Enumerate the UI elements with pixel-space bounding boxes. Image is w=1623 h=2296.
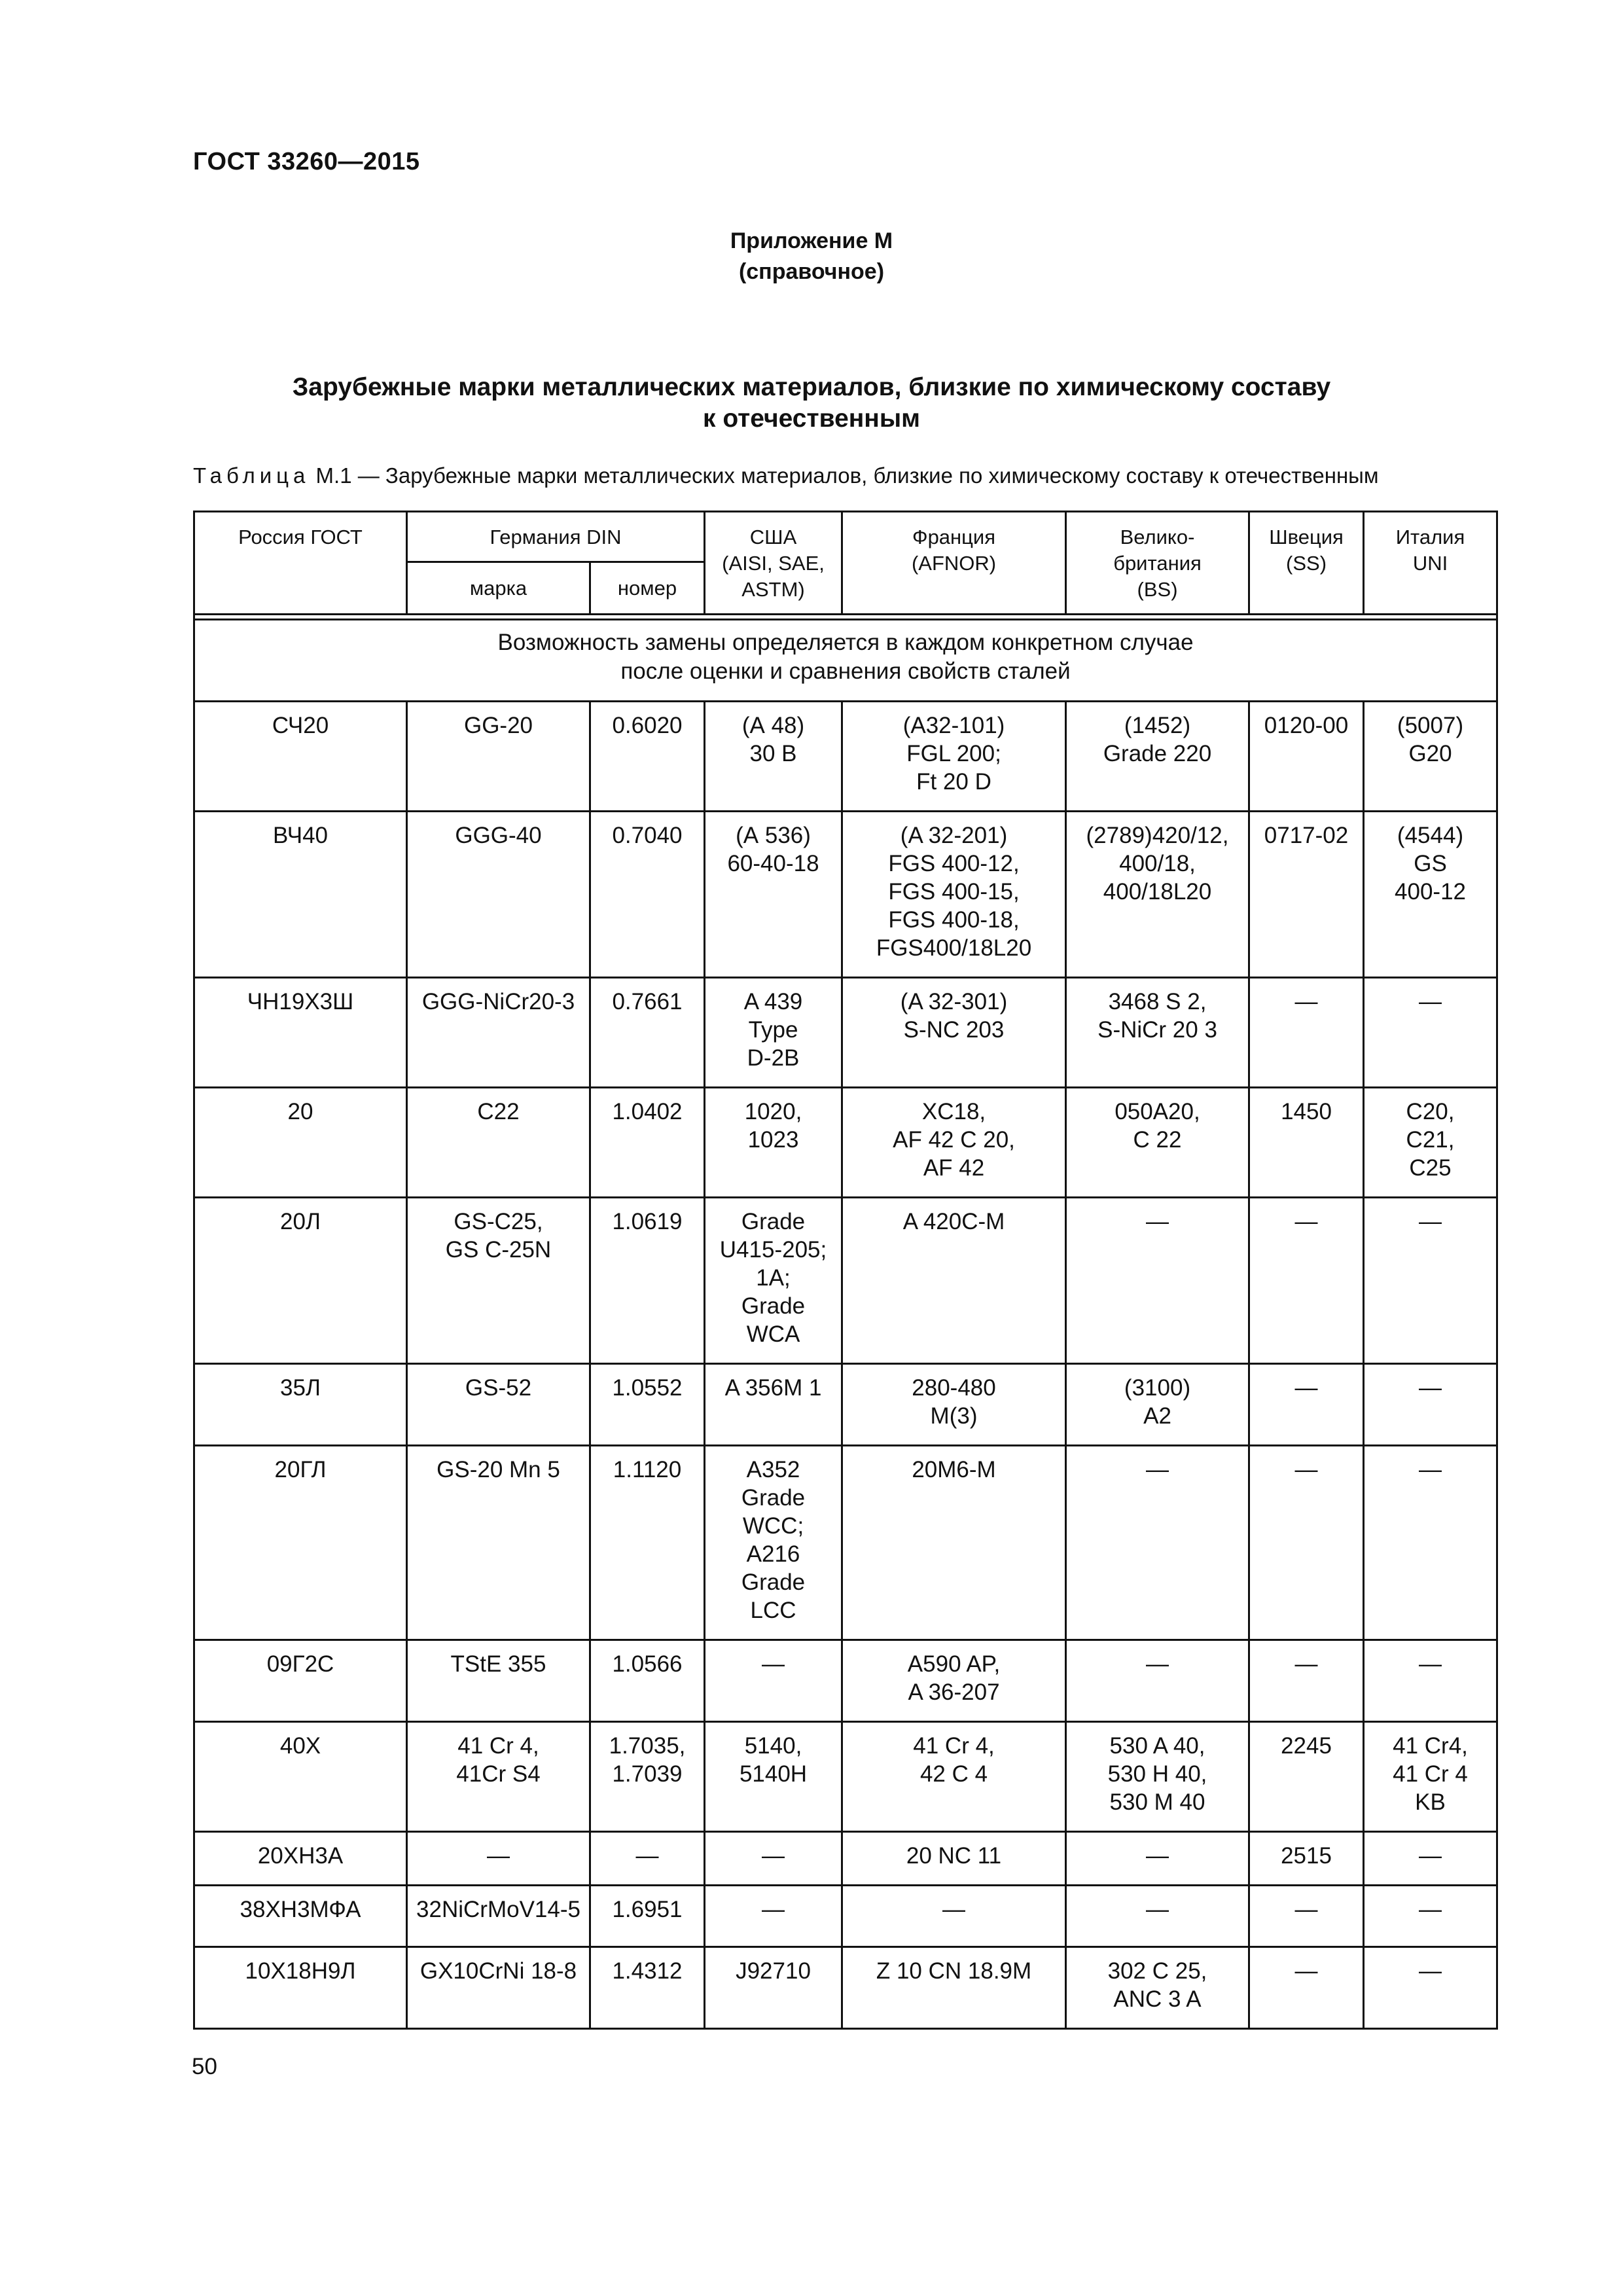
cell-uk (1066, 702, 1249, 812)
cell-din-grade-line: 32NiCrMoV14-5 (416, 1897, 580, 1922)
cell-italy-line: G20 (1408, 741, 1452, 766)
cell-din-number (590, 1947, 705, 2029)
header-sweden (1249, 512, 1364, 615)
header-france (842, 512, 1066, 615)
cell-uk (1066, 1640, 1249, 1722)
cell-uk-line: — (1146, 1457, 1169, 1482)
cell-france-line: (A32-101) (902, 713, 1005, 738)
cell-usa-line: U415-205; (719, 1237, 827, 1263)
cell-usa-line: Type (748, 1017, 798, 1043)
header-italy-line: Италия (1395, 526, 1465, 548)
cell-france (842, 702, 1066, 812)
cell-din-grade (407, 1446, 590, 1640)
cell-usa-line: 30 В (749, 741, 797, 766)
header-uk (1066, 512, 1249, 615)
cell-russia (194, 702, 407, 812)
cell-france-line: AF 42 C 20, (893, 1127, 1015, 1153)
cell-din-grade (407, 1886, 590, 1947)
cell-uk (1066, 1088, 1249, 1198)
cell-russia (194, 1832, 407, 1886)
cell-sweden-line: 2245 (1281, 1733, 1332, 1759)
table-row (194, 1446, 1497, 1640)
cell-italy-line: (4544) (1397, 823, 1464, 848)
table-row (194, 1088, 1497, 1198)
cell-uk-line: Grade 220 (1103, 741, 1212, 766)
cell-russia-line: 38ХН3МФА (240, 1897, 361, 1922)
cell-din-number-line: 1.7035, (609, 1733, 686, 1759)
cell-din-grade-line: GG-20 (463, 713, 533, 738)
appendix-title: Приложение М (730, 228, 893, 253)
note-line: Возможность замены определяется в каждом конкретном случае (497, 630, 1194, 655)
cell-france-line: FGL 200; (906, 741, 1001, 766)
cell-sweden-line: 0120-00 (1264, 713, 1349, 738)
cell-din-grade-line: 41Cr S4 (456, 1761, 541, 1787)
cell-usa (705, 978, 842, 1088)
cell-din-grade-line: — (487, 1843, 510, 1869)
cell-din-number (590, 978, 705, 1088)
page-number: 50 (192, 2054, 217, 2079)
cell-italy-line: KB (1415, 1789, 1446, 1815)
title-line-2: к отечественным (702, 404, 921, 433)
cell-din-grade-line: C22 (477, 1099, 520, 1124)
cell-italy-line: — (1419, 1209, 1442, 1234)
cell-din-number-line: — (635, 1843, 659, 1869)
cell-usa (705, 1198, 842, 1364)
cell-usa (705, 702, 842, 812)
cell-france-line: Z 10 CN 18.9M (876, 1958, 1032, 1984)
cell-din-grade-line: GS-52 (465, 1375, 532, 1401)
header-sweden-line: Швеция (1269, 526, 1344, 548)
cell-uk-line: C 22 (1133, 1127, 1182, 1153)
table-row (194, 1198, 1497, 1364)
cell-italy (1364, 812, 1497, 978)
cell-russia (194, 978, 407, 1088)
cell-uk (1066, 812, 1249, 978)
cell-uk-line: ANC 3 A (1113, 1986, 1202, 2012)
separator-cell (194, 615, 1497, 620)
cell-din-number-line: 1.0552 (612, 1375, 683, 1401)
cell-usa (705, 1364, 842, 1446)
cell-sweden-line: — (1294, 1958, 1318, 1984)
cell-usa (705, 812, 842, 978)
table-row (194, 1722, 1497, 1832)
cell-din-number (590, 1446, 705, 1640)
cell-din-grade-line: GS-C25, (454, 1209, 543, 1234)
cell-russia (194, 1640, 407, 1722)
cell-russia (194, 1947, 407, 2029)
cell-uk-line: — (1146, 1209, 1169, 1234)
cell-din-grade-line: GGG-NiCr20-3 (421, 989, 575, 1014)
cell-sweden-line: 0717-02 (1264, 823, 1349, 848)
table-caption (193, 463, 1495, 488)
table-row (194, 1832, 1497, 1886)
cell-uk-line: (1452) (1124, 713, 1191, 738)
cell-france-line: Ft 20 D (916, 769, 991, 795)
cell-din-grade (407, 812, 590, 978)
cell-russia-line: 20Л (280, 1209, 321, 1234)
cell-sweden (1249, 1446, 1364, 1640)
cell-france-line: AF 42 (923, 1155, 985, 1181)
cell-russia-line: 10Х18Н9Л (245, 1958, 356, 1984)
header-italy-line: UNI (1412, 552, 1448, 575)
cell-usa-line: 1023 (747, 1127, 799, 1153)
cell-uk (1066, 978, 1249, 1088)
cell-uk-line: 050A20, (1115, 1099, 1200, 1124)
cell-din-number-line: 0.7040 (612, 823, 683, 848)
cell-france-line: S-NC 203 (903, 1017, 1005, 1043)
cell-usa (705, 1722, 842, 1832)
cell-din-grade-line: GX10CrNi 18-8 (419, 1958, 577, 1984)
cell-din-grade (407, 1947, 590, 2029)
cell-russia (194, 1364, 407, 1446)
cell-uk-line: — (1146, 1843, 1169, 1869)
cell-din-number-line: 0.6020 (612, 713, 683, 738)
table-row (194, 1947, 1497, 2029)
note-line: после оценки и сравнения свойств сталей (620, 658, 1071, 684)
cell-usa-line: Grade (741, 1485, 806, 1511)
cell-din-number-line: 1.6951 (612, 1897, 683, 1922)
cell-uk-line: 530 A 40, (1109, 1733, 1205, 1759)
cell-din-number-line: 1.0566 (612, 1651, 683, 1677)
cell-din-grade (407, 1088, 590, 1198)
cell-usa (705, 1832, 842, 1886)
cell-france (842, 1446, 1066, 1640)
cell-din-number-line: 1.7039 (612, 1761, 683, 1787)
cell-din-number (590, 812, 705, 978)
cell-usa-line: 60-40-18 (727, 851, 819, 876)
cell-france-line: A590 AP, (907, 1651, 1001, 1677)
cell-russia (194, 1722, 407, 1832)
cell-uk (1066, 1446, 1249, 1640)
cell-uk-line: S-NiCr 20 3 (1097, 1017, 1217, 1043)
header-france-line: Франция (912, 526, 996, 548)
cell-din-grade-line: GS-20 Mn 5 (437, 1457, 560, 1482)
cell-usa-line: Grade (741, 1209, 806, 1234)
table-row (194, 1640, 1497, 1722)
cell-france-line: (A 32-201) (900, 823, 1008, 848)
cell-uk-line: 400/18, (1119, 851, 1196, 876)
table-row (194, 702, 1497, 812)
header-separator (194, 615, 1497, 620)
cell-uk (1066, 1364, 1249, 1446)
cell-usa-line: — (762, 1651, 785, 1677)
cell-sweden (1249, 812, 1364, 978)
caption-prefix: Таблица (193, 463, 310, 488)
cell-sweden-line: 2515 (1281, 1843, 1332, 1869)
cell-usa-line: (А 48) (741, 713, 805, 738)
cell-uk-line: — (1146, 1651, 1169, 1677)
cell-italy-line: 400-12 (1395, 879, 1466, 905)
cell-russia-line: 40Х (279, 1733, 321, 1759)
cell-uk (1066, 1198, 1249, 1364)
cell-france (842, 1832, 1066, 1886)
table-row (194, 1886, 1497, 1947)
cell-usa-line: A352 (746, 1457, 800, 1482)
header-usa-line: (AISI, SAE, (722, 552, 825, 575)
cell-sweden (1249, 1088, 1364, 1198)
cell-uk-line: 302 C 25, (1107, 1958, 1207, 1984)
table-row (194, 978, 1497, 1088)
cell-russia (194, 1198, 407, 1364)
cell-usa-line: Grade (741, 1293, 806, 1319)
cell-din-grade (407, 702, 590, 812)
cell-usa-line: 5140, (744, 1733, 802, 1759)
cell-russia (194, 1886, 407, 1947)
cell-din-number (590, 1832, 705, 1886)
cell-russia (194, 812, 407, 978)
cell-sweden (1249, 1198, 1364, 1364)
cell-france (842, 978, 1066, 1088)
cell-din-number (590, 1886, 705, 1947)
cell-france-line: M(3) (930, 1403, 978, 1429)
cell-usa-line: (А 536) (736, 823, 811, 848)
cell-usa-line: 1A; (756, 1265, 791, 1291)
cell-din-number (590, 1198, 705, 1364)
cell-italy (1364, 1364, 1497, 1446)
cell-italy (1364, 978, 1497, 1088)
cell-italy-line: (5007) (1397, 713, 1464, 738)
cell-usa (705, 1886, 842, 1947)
header-uk-line: Велико- (1120, 526, 1195, 548)
cell-france-line: FGS 400-15, (888, 879, 1020, 905)
cell-france-line: FGS 400-18, (888, 907, 1020, 933)
cell-sweden (1249, 702, 1364, 812)
cell-france-line: 42 C 4 (919, 1761, 988, 1787)
cell-uk-line: A2 (1143, 1403, 1171, 1429)
caption-text: М.1 — Зарубежные марки металлических материалов, близкие по химическому составу к отечественным (310, 463, 1379, 488)
table-row (194, 1364, 1497, 1446)
cell-din-number-line: 1.4312 (612, 1958, 683, 1984)
cell-france (842, 812, 1066, 978)
cell-france-line: 20 NC 11 (906, 1843, 1002, 1869)
cell-france-line: XC18, (921, 1099, 986, 1124)
cell-usa-line: A 439 (743, 989, 803, 1014)
cell-din-grade-line: 41 Cr 4, (457, 1733, 539, 1759)
cell-italy (1364, 1446, 1497, 1640)
cell-din-number (590, 1088, 705, 1198)
cell-france (842, 1722, 1066, 1832)
cell-uk-line: — (1146, 1897, 1169, 1922)
cell-italy-line: — (1419, 989, 1442, 1014)
cell-france-line: A 36-207 (908, 1679, 1000, 1705)
cell-usa (705, 1947, 842, 2029)
cell-italy-line: C21, (1406, 1127, 1455, 1153)
cell-uk-line: (3100) (1124, 1375, 1191, 1401)
cell-din-number-line: 0.7661 (612, 989, 683, 1014)
cell-italy (1364, 1088, 1497, 1198)
cell-din-number (590, 702, 705, 812)
cell-italy-line: 41 Cr4, (1393, 1733, 1468, 1759)
cell-france (842, 1198, 1066, 1364)
table-row (194, 812, 1497, 978)
cell-italy-line: C25 (1409, 1155, 1452, 1181)
cell-france (842, 1364, 1066, 1446)
cell-russia-line: ВЧ40 (272, 823, 329, 848)
cell-italy (1364, 702, 1497, 812)
cell-usa (705, 1088, 842, 1198)
cell-france-line: — (942, 1897, 966, 1922)
cell-usa-line: D-2B (747, 1045, 800, 1071)
header-sweden-line: (SS) (1286, 552, 1327, 575)
cell-din-grade (407, 1198, 590, 1364)
cell-usa-line: J92710 (736, 1958, 811, 1984)
cell-usa-line: A216 (746, 1541, 800, 1567)
cell-usa-line: WCC; (742, 1513, 804, 1539)
note-cell (194, 620, 1497, 702)
cell-uk (1066, 1832, 1249, 1886)
cell-italy (1364, 1832, 1497, 1886)
cell-uk-line: 530 H 40, (1107, 1761, 1207, 1787)
cell-italy (1364, 1722, 1497, 1832)
cell-usa-line: 1020, (744, 1099, 802, 1124)
header-usa (705, 512, 842, 615)
cell-uk-line: 3468 S 2, (1108, 989, 1207, 1014)
cell-italy-line: — (1419, 1958, 1442, 1984)
cell-sweden (1249, 978, 1364, 1088)
cell-sweden (1249, 1364, 1364, 1446)
note-row (194, 620, 1497, 702)
cell-france-line: FGS 400-12, (888, 851, 1020, 876)
cell-sweden-line: — (1294, 1897, 1318, 1922)
cell-russia-line: СЧ20 (272, 713, 329, 738)
title-line-1: Зарубежные марки металлических материалов, близкие по химическому составу (292, 373, 1331, 401)
cell-din-grade (407, 1640, 590, 1722)
cell-din-number-line: 1.0402 (612, 1099, 683, 1124)
cell-italy-line: GS (1414, 851, 1447, 876)
cell-din-number (590, 1640, 705, 1722)
cell-france-line: 20M6-M (912, 1457, 996, 1482)
cell-din-grade (407, 1722, 590, 1832)
cell-uk (1066, 1947, 1249, 2029)
header-germany: Германия DIN (407, 512, 705, 562)
cell-din-grade (407, 978, 590, 1088)
header-usa-line: ASTM) (741, 578, 805, 601)
header-russia: Россия ГОСТ (194, 512, 407, 615)
cell-uk-line: 530 M 40 (1109, 1789, 1205, 1815)
cell-sweden (1249, 1640, 1364, 1722)
cell-russia-line: ЧН19Х3Ш (247, 989, 354, 1014)
cell-din-number-line: 1.0619 (612, 1209, 683, 1234)
cell-uk-line: (2789)420/12, (1086, 823, 1229, 848)
cell-italy (1364, 1947, 1497, 2029)
cell-sweden-line: — (1294, 1457, 1318, 1482)
cell-italy-line: — (1419, 1897, 1442, 1922)
cell-russia-line: 20ХН3А (257, 1843, 344, 1869)
cell-uk (1066, 1886, 1249, 1947)
cell-italy (1364, 1640, 1497, 1722)
cell-din-grade (407, 1832, 590, 1886)
appendix-subtitle: (справочное) (738, 259, 885, 284)
cell-france-line: A 420C-M (902, 1209, 1005, 1234)
header-uk-line: британия (1113, 552, 1202, 575)
cell-sweden (1249, 1947, 1364, 2029)
cell-uk (1066, 1722, 1249, 1832)
cell-italy-line: — (1419, 1375, 1442, 1401)
cell-usa-line: LCC (750, 1598, 796, 1623)
cell-usa-line: A 356M 1 (724, 1375, 822, 1401)
cell-uk-line: 400/18L20 (1103, 879, 1212, 905)
cell-sweden (1249, 1832, 1364, 1886)
cell-france-line: 41 Cr 4, (913, 1733, 995, 1759)
header-usa-line: США (749, 526, 797, 548)
cell-usa-line: — (762, 1843, 785, 1869)
cell-france-line: FGS400/18L20 (876, 935, 1032, 961)
header-row (194, 512, 1497, 562)
cell-russia-line: 35Л (280, 1375, 321, 1401)
cell-usa-line: 5140H (739, 1761, 808, 1787)
cell-france-line: (A 32-301) (900, 989, 1008, 1014)
cell-din-grade-line: GS C-25N (445, 1237, 552, 1263)
cell-sweden (1249, 1722, 1364, 1832)
cell-din-number (590, 1364, 705, 1446)
cell-din-grade-line: GGG-40 (455, 823, 542, 848)
cell-russia (194, 1088, 407, 1198)
cell-italy (1364, 1886, 1497, 1947)
cell-france (842, 1640, 1066, 1722)
cell-sweden-line: — (1294, 1209, 1318, 1234)
cell-din-grade (407, 1364, 590, 1446)
document-title (0, 372, 1623, 435)
cell-russia-line: 09Г2С (266, 1651, 334, 1677)
cell-italy-line: C20, (1406, 1099, 1455, 1124)
cell-sweden-line: — (1294, 989, 1318, 1014)
cell-sweden-line: 1450 (1281, 1099, 1332, 1124)
steel-grades-table (193, 511, 1498, 2030)
cell-sweden-line: — (1294, 1651, 1318, 1677)
cell-france (842, 1886, 1066, 1947)
header-italy (1364, 512, 1497, 615)
cell-russia-line: 20ГЛ (274, 1457, 327, 1482)
cell-din-grade-line: TStE 355 (450, 1651, 546, 1677)
cell-italy-line: — (1419, 1843, 1442, 1869)
header-germany-grade: марка (407, 562, 590, 615)
cell-italy-line: — (1419, 1651, 1442, 1677)
cell-din-number (590, 1722, 705, 1832)
cell-usa (705, 1640, 842, 1722)
header-germany-number: номер (590, 562, 705, 615)
cell-usa-line: — (762, 1897, 785, 1922)
cell-usa-line: WCA (746, 1321, 800, 1347)
cell-italy-line: 41 Cr 4 (1393, 1761, 1468, 1787)
cell-italy (1364, 1198, 1497, 1364)
cell-russia (194, 1446, 407, 1640)
cell-france (842, 1947, 1066, 2029)
cell-din-number-line: 1.1120 (613, 1457, 682, 1482)
document-header: ГОСТ 33260—2015 (193, 148, 420, 175)
cell-france (842, 1088, 1066, 1198)
cell-sweden-line: — (1294, 1375, 1318, 1401)
cell-italy-line: — (1419, 1457, 1442, 1482)
cell-usa (705, 1446, 842, 1640)
header-uk-line: (BS) (1137, 578, 1178, 601)
cell-usa-line: Grade (741, 1570, 806, 1595)
cell-france-line: 280-480 (912, 1375, 996, 1401)
header-france-line: (AFNOR) (911, 552, 997, 575)
cell-russia-line: 20 (287, 1099, 313, 1124)
cell-sweden (1249, 1886, 1364, 1947)
